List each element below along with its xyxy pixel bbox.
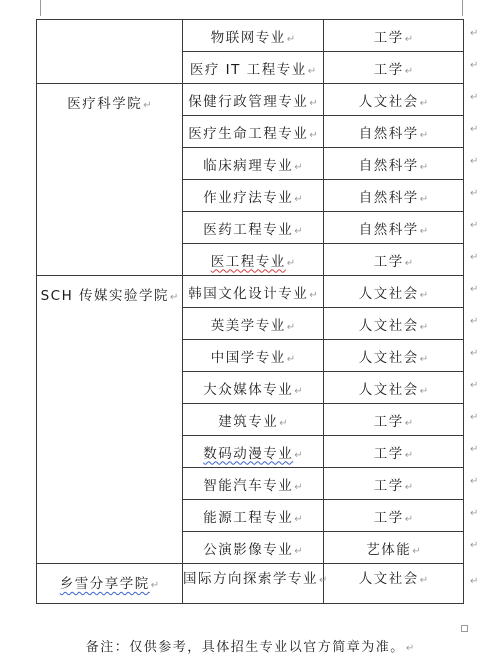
category-cell <box>324 500 464 532</box>
major-name: 医药工程专业 <box>203 221 294 238</box>
paragraph-mark-icon: ↵ <box>412 545 421 557</box>
major-name: 医疗生命工程专业 <box>188 125 309 142</box>
row-end-mark-icon: ↵ <box>470 252 479 263</box>
paragraph-mark-icon: ↵ <box>319 575 328 586</box>
major-name: 英美学专业 <box>210 317 286 334</box>
major-cell <box>183 148 324 180</box>
major-name: 韩国文化设计专业 <box>188 285 309 302</box>
category-name: 工学 <box>373 29 404 46</box>
category-name: 自然科学 <box>358 189 419 206</box>
paragraph-mark-icon: ↵ <box>294 513 303 525</box>
category-cell <box>324 148 464 180</box>
major-cell <box>183 436 324 468</box>
major-cell <box>183 84 324 116</box>
major-name: 建筑专业 <box>218 413 279 430</box>
paragraph-mark-icon: ↵ <box>419 161 429 173</box>
paragraph-mark-icon: ↵ <box>404 481 414 493</box>
paragraph-mark-icon: ↵ <box>419 225 429 237</box>
row-end-mark-icon: ↵ <box>470 60 479 71</box>
college-name: SCH 传媒实验学院 <box>40 288 170 304</box>
major-cell <box>183 276 324 308</box>
paragraph-mark-icon: ↵ <box>419 353 429 365</box>
major-name: 智能汽车专业 <box>203 477 294 494</box>
row-end-mark-icon: ↵ <box>470 316 479 327</box>
major-name: 国际方向探索学专业 <box>183 571 318 587</box>
college-cell <box>37 564 183 604</box>
row-end-mark-icon: ↵ <box>470 220 479 231</box>
paragraph-mark-icon: ↵ <box>286 257 296 269</box>
category-name: 自然科学 <box>358 221 419 238</box>
paragraph-mark-icon: ↵ <box>279 417 288 429</box>
major-name: 公演影像专业 <box>203 541 294 558</box>
paragraph-mark-icon: ↵ <box>405 643 415 654</box>
major-cell <box>183 212 324 244</box>
category-name: 工学 <box>373 253 404 270</box>
category-name: 自然科学 <box>358 125 419 142</box>
category-cell <box>324 276 464 308</box>
category-cell <box>324 308 464 340</box>
paragraph-mark-icon: ↵ <box>419 129 429 141</box>
major-name: 医疗 IT 工程专业 <box>189 61 307 78</box>
major-cell <box>183 532 324 564</box>
category-name: 自然科学 <box>358 157 419 174</box>
category-name: 工学 <box>373 477 404 494</box>
paragraph-mark-icon: ↵ <box>170 292 179 303</box>
category-cell <box>324 84 464 116</box>
paragraph-mark-icon: ↵ <box>419 575 429 586</box>
paragraph-mark-icon: ↵ <box>404 449 414 461</box>
row-end-mark-icon: ↵ <box>470 28 479 39</box>
row-end-mark-icon: ↵ <box>470 476 479 487</box>
category-cell <box>324 116 464 148</box>
category-cell <box>324 212 464 244</box>
paragraph-mark-icon: ↵ <box>294 225 303 237</box>
row-end-mark-icon: ↵ <box>470 92 479 103</box>
majors-table-body <box>37 20 464 604</box>
paragraph-mark-icon: ↵ <box>143 100 152 111</box>
majors-table <box>36 19 464 604</box>
category-name: 人文社会 <box>358 285 419 302</box>
paragraph-mark-icon: ↵ <box>419 385 429 397</box>
category-name: 工学 <box>373 445 404 462</box>
paragraph-mark-icon: ↵ <box>294 161 303 173</box>
paragraph-mark-icon: ↵ <box>294 481 303 493</box>
crop-mark-left <box>40 0 41 16</box>
paragraph-mark-icon: ↵ <box>419 193 429 205</box>
major-cell <box>183 52 324 84</box>
major-cell <box>183 244 324 276</box>
major-name: 物联网专业 <box>210 29 286 46</box>
paragraph-mark-icon: ↵ <box>150 580 160 591</box>
paragraph-mark-icon: ↵ <box>307 65 317 77</box>
crop-mark-right <box>462 0 463 16</box>
paragraph-mark-icon: ↵ <box>419 321 429 333</box>
table-row <box>37 20 464 52</box>
row-end-mark-icon: ↵ <box>470 156 479 167</box>
paragraph-mark-icon: ↵ <box>309 289 318 301</box>
row-end-mark-icon: ↵ <box>470 540 479 551</box>
table-resize-handle[interactable] <box>461 625 468 632</box>
row-end-mark-icon: ↵ <box>470 508 479 519</box>
category-cell <box>324 532 464 564</box>
category-name: 人文社会 <box>358 571 419 587</box>
category-name: 工学 <box>373 413 404 430</box>
row-end-mark-icon: ↵ <box>470 576 479 587</box>
paragraph-mark-icon: ↵ <box>286 321 296 333</box>
major-cell <box>183 500 324 532</box>
paragraph-mark-icon: ↵ <box>404 417 414 429</box>
major-name: 临床病理专业 <box>203 157 294 174</box>
category-name: 人文社会 <box>358 381 419 398</box>
paragraph-mark-icon: ↵ <box>294 193 303 205</box>
category-cell <box>324 244 464 276</box>
category-name: 人文社会 <box>358 93 419 110</box>
paragraph-mark-icon: ↵ <box>286 353 296 365</box>
paragraph-mark-icon: ↵ <box>404 65 414 77</box>
table-row <box>37 564 464 604</box>
category-name: 人文社会 <box>358 349 419 366</box>
paragraph-mark-icon: ↵ <box>309 97 318 109</box>
table-row <box>37 84 464 116</box>
row-end-mark-icon: ↵ <box>470 412 479 423</box>
paragraph-mark-icon: ↵ <box>404 513 414 525</box>
footnote-text: 备注：仅供参考，具体招生专业以官方简章为准。 <box>85 640 405 655</box>
category-name: 人文社会 <box>358 317 419 334</box>
category-cell <box>324 20 464 52</box>
row-end-mark-icon: ↵ <box>470 444 479 455</box>
category-cell <box>324 340 464 372</box>
category-cell <box>324 404 464 436</box>
category-cell <box>324 372 464 404</box>
row-end-mark-icon: ↵ <box>470 284 479 295</box>
major-name: 大众媒体专业 <box>203 381 294 398</box>
college-name: 乡雪分享学院 <box>59 576 150 592</box>
row-end-mark-icon: ↵ <box>470 124 479 135</box>
category-cell <box>324 436 464 468</box>
paragraph-mark-icon: ↵ <box>286 33 296 45</box>
major-cell <box>183 20 324 52</box>
major-cell <box>183 372 324 404</box>
paragraph-mark-icon: ↵ <box>294 545 303 557</box>
major-name: 数码动漫专业 <box>203 445 294 462</box>
major-name: 中国学专业 <box>210 349 286 366</box>
major-cell <box>183 180 324 212</box>
paragraph-mark-icon: ↵ <box>309 129 318 141</box>
paragraph-mark-icon: ↵ <box>404 257 414 269</box>
table-row <box>37 276 464 308</box>
row-end-mark-icon: ↵ <box>470 348 479 359</box>
category-cell <box>324 52 464 84</box>
paragraph-mark-icon: ↵ <box>294 385 303 397</box>
paragraph-mark-icon: ↵ <box>404 33 414 45</box>
college-cell <box>37 276 183 564</box>
row-end-mark-icon: ↵ <box>470 188 479 199</box>
major-name: 保健行政管理专业 <box>188 93 309 110</box>
paragraph-mark-icon: ↵ <box>294 449 303 461</box>
major-cell <box>183 340 324 372</box>
major-cell <box>183 564 328 604</box>
college-cell <box>37 84 183 276</box>
category-cell <box>324 180 464 212</box>
category-cell <box>324 468 464 500</box>
college-name: 医疗科学院 <box>67 96 143 112</box>
major-name: 能源工程专业 <box>203 509 294 526</box>
paragraph-mark-icon: ↵ <box>419 97 429 109</box>
major-name: 作业疗法专业 <box>203 189 294 206</box>
major-cell <box>183 468 324 500</box>
row-end-mark-icon: ↵ <box>470 380 479 391</box>
category-name: 工学 <box>373 509 404 526</box>
major-cell <box>183 308 324 340</box>
paragraph-mark-icon: ↵ <box>419 289 429 301</box>
major-name: 医工程专业 <box>210 253 286 270</box>
category-name: 工学 <box>373 61 404 78</box>
college-cell <box>37 20 183 84</box>
category-name: 艺体能 <box>366 541 412 558</box>
major-cell <box>183 404 324 436</box>
footnote <box>0 636 500 655</box>
category-cell <box>324 564 464 604</box>
major-cell <box>183 116 324 148</box>
